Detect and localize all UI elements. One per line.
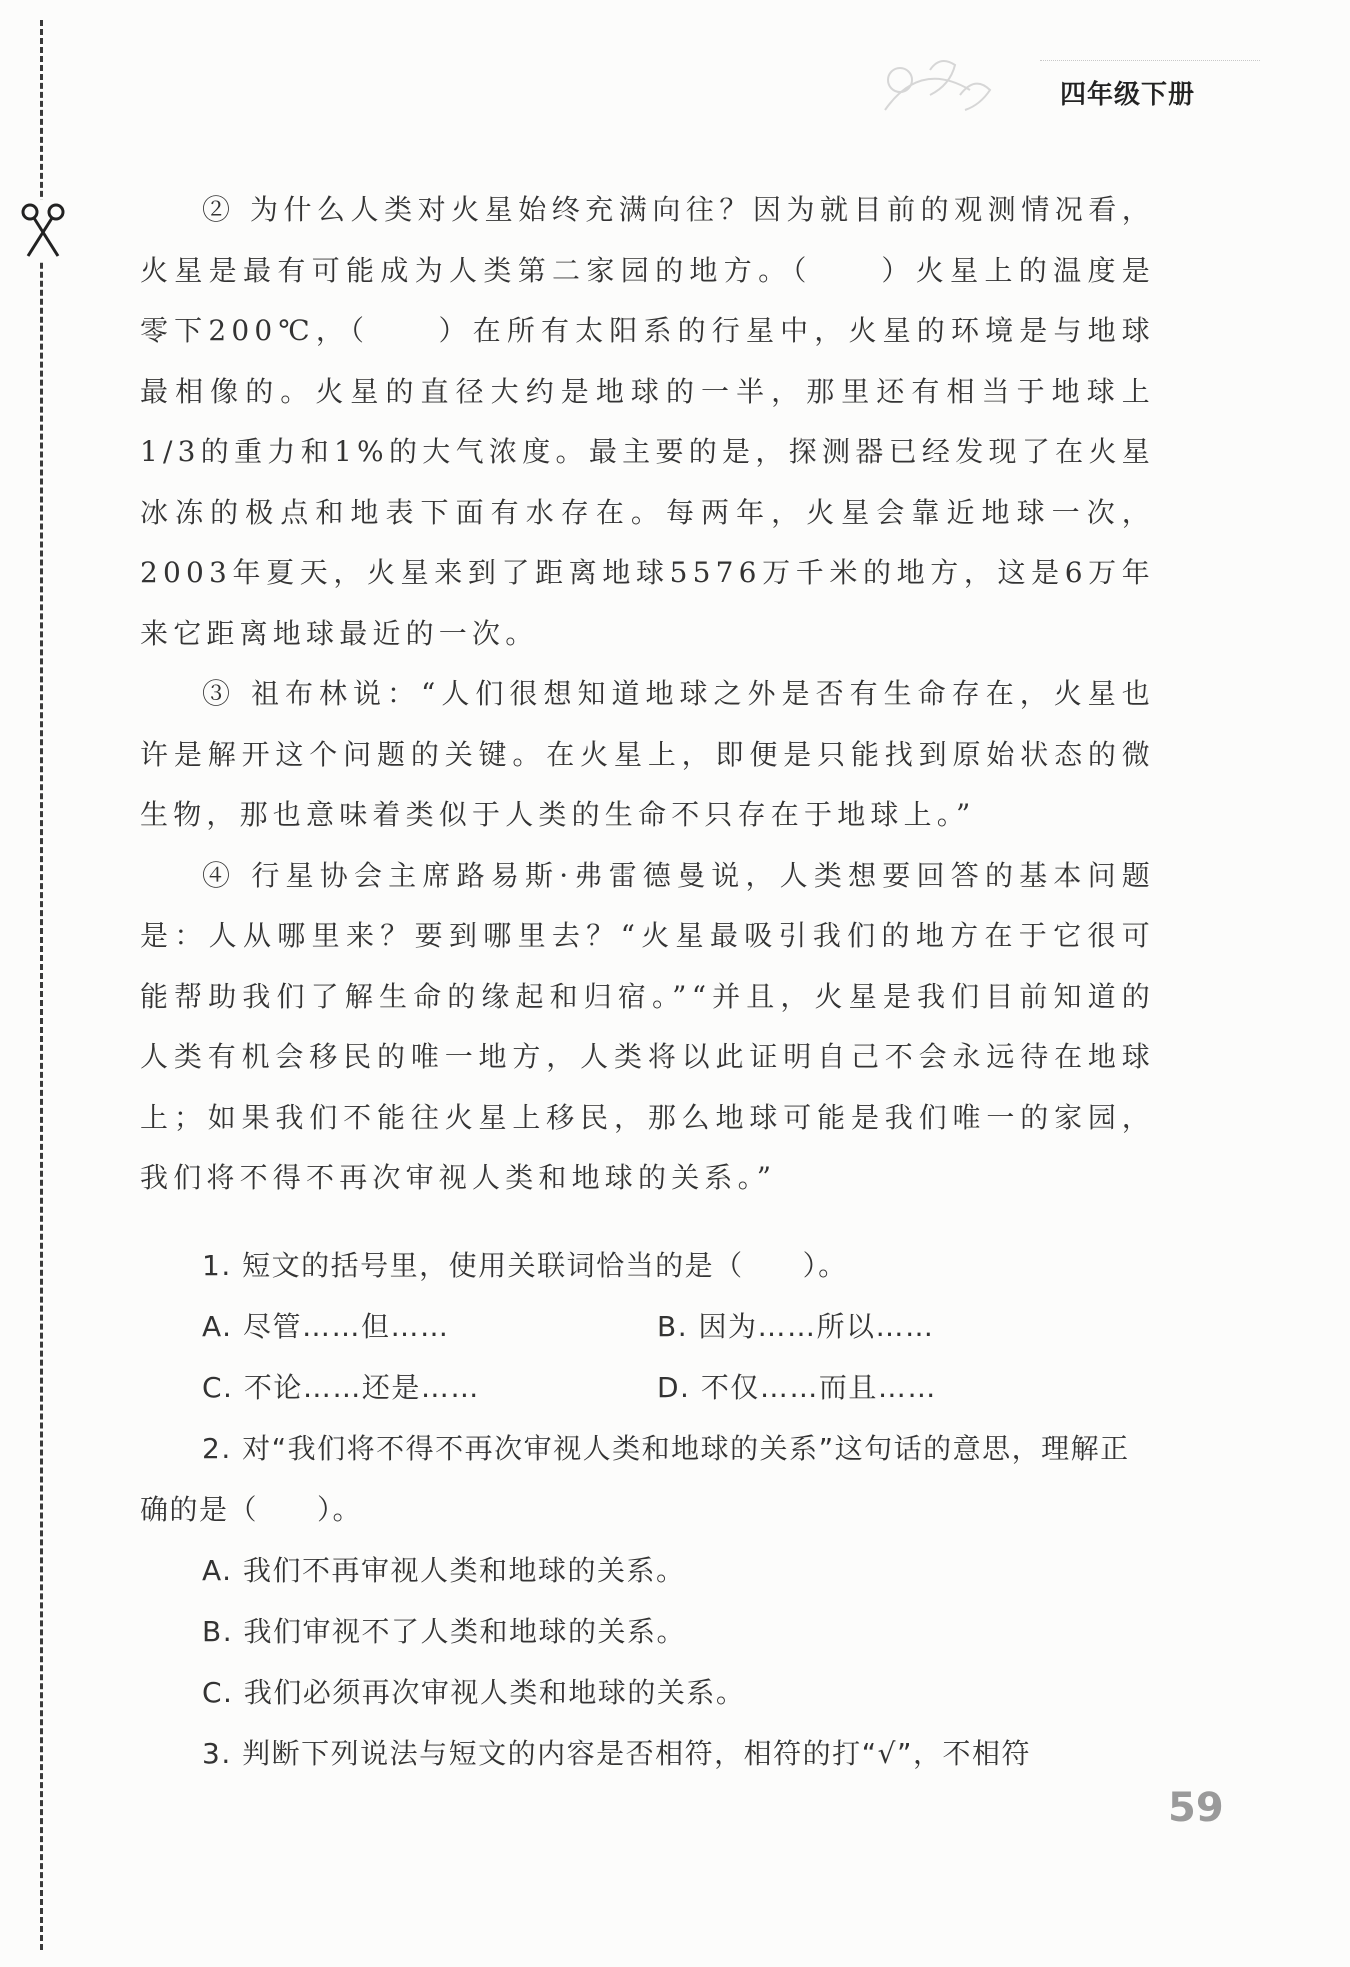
question-section bbox=[140, 1235, 1155, 1784]
passage-paragraph-2: ② 为什么人类对火星始终充满向往？因为就目前的观测情况看，火星是最有可能成为人类第二家园的地方。（ ）火星上的温度是零下200℃，（ ）在所有太阳系的行星中，火星的环境是与地球最相像的。火星的直径大约是地球的一半，那里还有相当于地球上1/3的重力和1%的大气浓度。最主要的是，探测器已经发现了在火星冰冻的极点和地表下面有水存在。每两年，火星会靠近地球一次，2003年夏天，火星来到了距离地球5576万千米的地方，这是6万年来它距离地球最近的一次。 bbox=[140, 193, 1155, 650]
cut-line bbox=[40, 20, 43, 1950]
publisher-logo bbox=[850, 40, 1010, 130]
question-2-option-c: C. 我们必须再次审视人类和地球的关系。 bbox=[202, 1676, 746, 1709]
passage-paragraph-3: ③ 祖布林说：“人们很想知道地球之外是否有生命存在，火星也许是解开这个问题的关键。在火星上，即便是只能找到原始状态的微生物，那也意味着类似于人类的生命不只存在于地球上。” bbox=[140, 677, 1155, 831]
question-2-option-b: B. 我们审视不了人类和地球的关系。 bbox=[202, 1615, 687, 1648]
header-rule bbox=[1040, 60, 1260, 61]
question-1-stem: 1. 短文的括号里，使用关联词恰当的是（ ）。 bbox=[202, 1249, 848, 1282]
question-1-option-a: A. 尽管……但…… bbox=[202, 1310, 450, 1343]
book-level-label: 四年级下册 bbox=[1060, 80, 1196, 110]
question-1-options-row-2 bbox=[140, 1357, 1155, 1418]
question-2-option-a: A. 我们不再审视人类和地球的关系。 bbox=[202, 1554, 686, 1587]
page-number: 59 bbox=[1168, 1785, 1224, 1831]
scissors-icon bbox=[18, 200, 68, 260]
question-2-stem: 2. 对“我们将不得不再次审视人类和地球的关系”这句话的意思，理解正确的是（ ）。 bbox=[140, 1432, 1130, 1526]
question-3-stem: 3. 判断下列说法与短文的内容是否相符，相符的打“√”，不相符 bbox=[202, 1737, 1031, 1770]
question-1-options-row-1 bbox=[140, 1296, 1155, 1357]
passage-paragraph-4: ④ 行星协会主席路易斯·弗雷德曼说，人类想要回答的基本问题是：人从哪里来？要到哪里去？“火星最吸引我们的地方在于它很可能帮助我们了解生命的缘起和归宿。”“并且，火星是我们目前知道的人类有机会移民的唯一地方，人类将以此证明自己不会永远待在地球上；如果我们不能往火星上移民，那么地球可能是我们唯一的家园，我们将不得不再次审视人类和地球的关系。” bbox=[140, 858, 1155, 1194]
question-1-option-c: C. 不论……还是…… bbox=[202, 1371, 480, 1404]
question-1-option-d: D. 不仅……而且…… bbox=[657, 1371, 937, 1404]
question-1-option-b: B. 因为……所以…… bbox=[657, 1310, 935, 1343]
reading-passage bbox=[140, 180, 1155, 1209]
